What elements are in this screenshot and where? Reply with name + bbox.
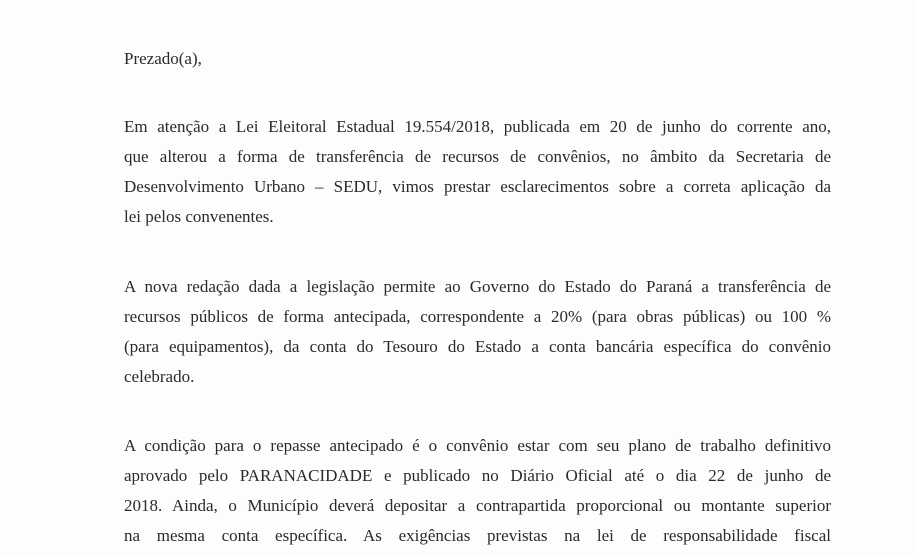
text-line: celebrado. [124, 367, 195, 386]
text-line: que alterou a forma de transferência de recursos de convênios, no âmbito da Secretaria de [124, 147, 831, 166]
text-line: recursos públicos de forma antecipada, correspondente a 20% (para obras públicas) ou 100 % [124, 307, 831, 326]
greeting-text: Prezado(a), [124, 49, 202, 68]
paragraph-lei-eleitoral [124, 112, 831, 232]
text-line: aprovado pelo PARANACIDADE e publicado no Diário Oficial até o dia 22 de junho de [124, 466, 831, 485]
paragraph-nova-redacao [124, 272, 831, 392]
text-line: lei pelos convenentes. [124, 207, 274, 226]
text-line: Em atenção a Lei Eleitoral Estadual 19.554/2018, publicada em 20 de junho do corrente ano, [124, 117, 831, 136]
text-line: (para equipamentos), da conta do Tesouro do Estado a conta bancária específica do convênio [124, 337, 831, 356]
text-line: Desenvolvimento Urbano – SEDU, vimos prestar esclarecimentos sobre a correta aplicação da [124, 177, 831, 196]
text-line: 2018. Ainda, o Município deverá depositar a contrapartida proporcional ou montante superior [124, 496, 831, 515]
text-line: A condição para o repasse antecipado é o convênio estar com seu plano de trabalho definitivo [124, 436, 831, 455]
text-line: na mesma conta específica. As exigências previstas na lei de responsabilidade fiscal [124, 526, 831, 545]
greeting [124, 44, 831, 74]
paragraph-condicao-repasse [124, 431, 831, 551]
text-line: A nova redação dada a legislação permite ao Governo do Estado do Paraná a transferência de [124, 277, 831, 296]
